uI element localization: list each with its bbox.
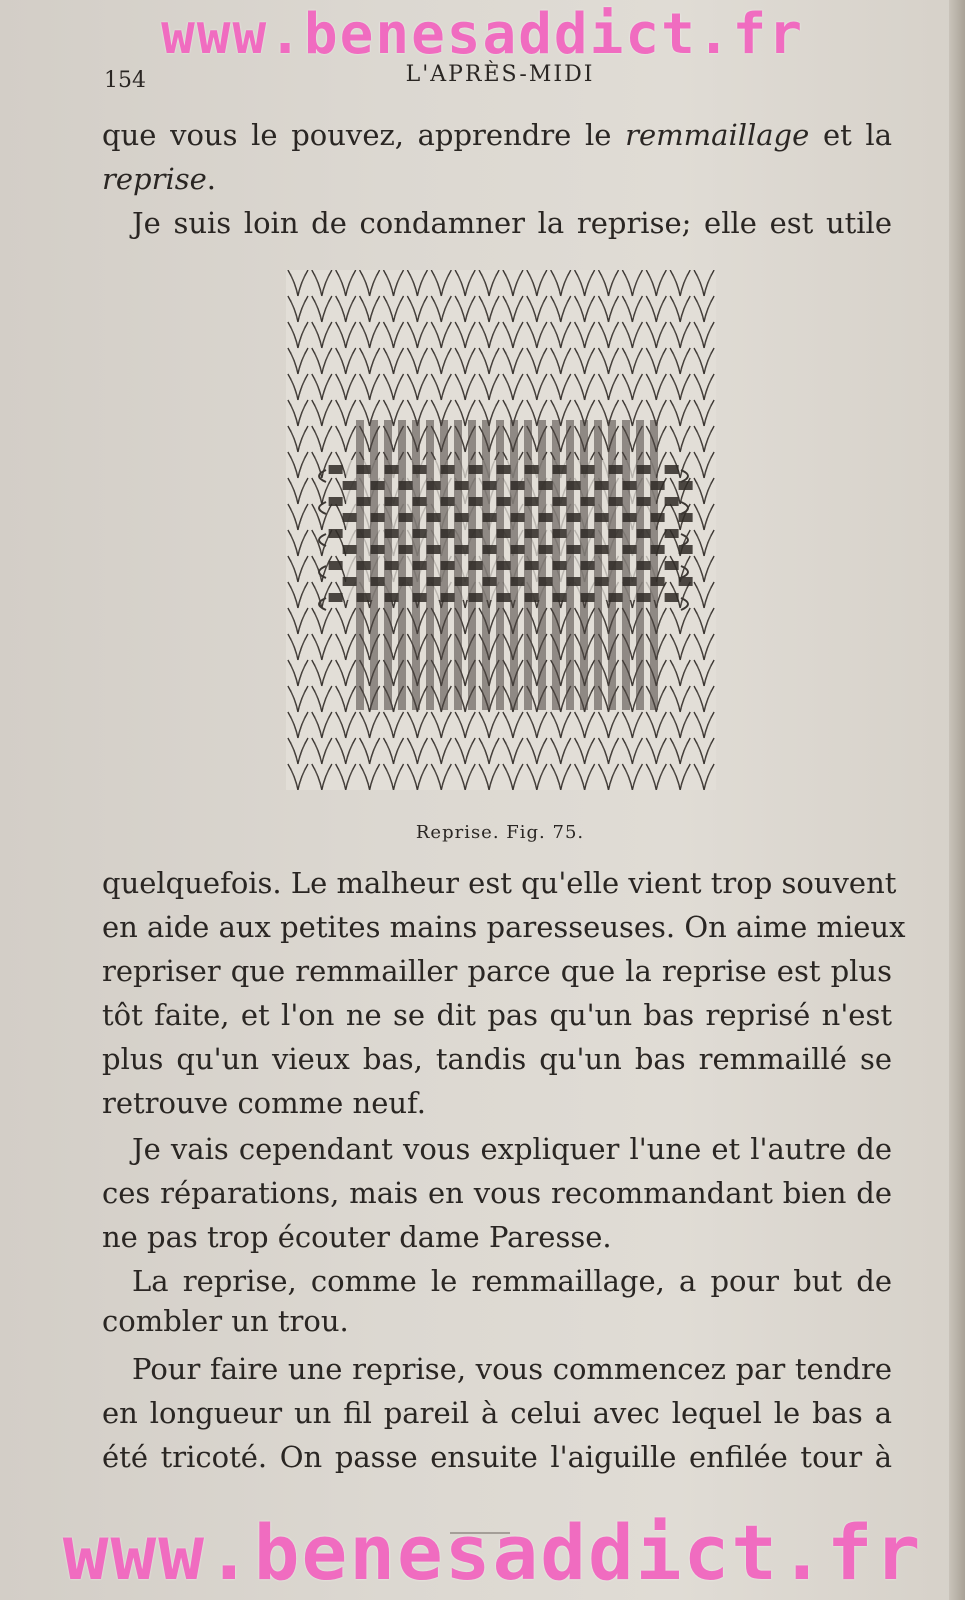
body-line: combler un trou. xyxy=(102,1304,349,1338)
figure-caption: Reprise. Fig. 75. xyxy=(415,822,585,843)
text-line xyxy=(102,118,892,152)
italic-term: reprise xyxy=(102,162,207,196)
text-segment: . xyxy=(206,162,216,196)
body-line: Je vais cependant vous expliquer l'une et l'autre de xyxy=(132,1132,892,1166)
page-edge xyxy=(949,0,965,1600)
body-line: en aide aux petites mains paresseuses. On aime mieux xyxy=(102,910,906,944)
text-line xyxy=(102,162,216,196)
watermark-bottom: www.benesaddict.fr xyxy=(62,1508,923,1597)
knitting-darn-illustration xyxy=(286,270,716,790)
body-line: tôt faite, et l'on ne se dit pas qu'un bas reprisé n'est xyxy=(102,998,892,1032)
body-line: ces réparations, mais en vous recommandant bien de xyxy=(102,1176,892,1210)
body-line: La reprise, comme le remmaillage, a pour but de xyxy=(132,1264,892,1298)
body-line: repriser que remmailler parce que la reprise est plus xyxy=(102,954,892,988)
page-number: 154 xyxy=(104,68,146,93)
text-segment: et la xyxy=(822,118,892,152)
running-title: L'APRÈS-MIDI xyxy=(405,62,595,87)
body-line: quelquefois. Le malheur est qu'elle vient trop souvent xyxy=(102,866,897,900)
body-line: plus qu'un vieux bas, tandis qu'un bas remmaillé se xyxy=(102,1042,892,1076)
body-line: Pour faire une reprise, vous commencez par tendre xyxy=(132,1352,892,1386)
text-line: Je suis loin de condamner la reprise; elle est utile xyxy=(132,206,892,240)
watermark-top: www.benesaddict.fr xyxy=(161,2,804,67)
italic-term: remmaillage xyxy=(625,118,810,152)
text-segment: que vous le pouvez, apprendre le xyxy=(102,118,612,152)
body-line: été tricoté. On passe ensuite l'aiguille enfilée tour à xyxy=(102,1440,892,1474)
body-line: en longueur un fil pareil à celui avec lequel le bas a xyxy=(102,1396,892,1430)
body-line: ne pas trop écouter dame Paresse. xyxy=(102,1220,612,1254)
body-line: retrouve comme neuf. xyxy=(102,1086,426,1120)
